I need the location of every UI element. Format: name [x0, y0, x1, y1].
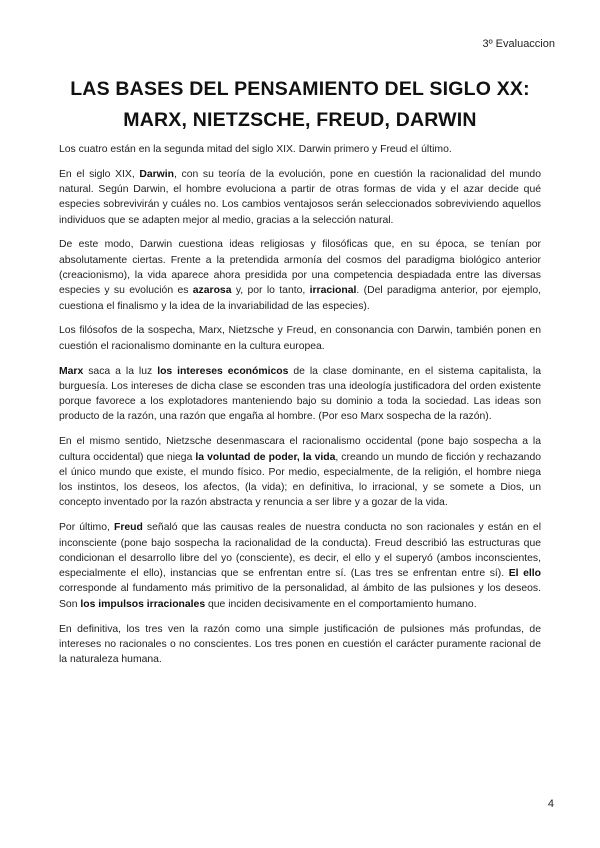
paragraph-2: En el siglo XIX, Darwin, con su teoría de la evolución, pone en cuestión la racionalidad del mundo natural. Según Darwin, el hombre evoluciona a partir de otras formas de vida y el azar decide qué especies sobrevivirán y cuáles no. Los cambios ventajosos serán seleccionados sobreviviendo aquellos individuos que se adapten mejor al medio, gracias a la selección natural.	[59, 168, 541, 226]
term-freud: Freud	[113, 522, 143, 534]
page-title	[40, 74, 560, 136]
paragraph-5: Marx saca a la luz los intereses económicos de la clase dominante, en el sistema capitalista, la burguesía. Los intereses de dicha clase se esconden tras una ideología justificadora del orden existente porque favorece a los explotadores manteniendo bajo su dominio a toda la sociedad. Las ideas son producto de la razón, una razón que engaña al hombre. (Por eso Marx sospecha de la razón).	[59, 365, 542, 423]
title-line-2: MARX, NIETZSCHE, FREUD, DARWIN	[123, 109, 477, 131]
term-el-ello: El ello	[508, 568, 542, 580]
term-voluntad-de-poder: la voluntad de poder, la vida	[195, 451, 336, 463]
document-body	[59, 142, 541, 677]
paragraph-8: En definitiva, los tres ven la razón como una simple justificación de pulsiones más profundas, de intereses no racionales o no conscientes. Los tres ponen en cuestión el carácter puramente racional de la naturaleza humana.	[59, 623, 541, 666]
page-header: 3º Evaluaccion	[482, 38, 555, 50]
paragraph-4: Los filósofos de la sospecha, Marx, Nietzsche y Freud, en consonancia con Darwin, también ponen en cuestión el racionalismo dominante en la cultura europea.	[59, 325, 541, 352]
page-number: 4	[547, 798, 554, 810]
paragraph-1: Los cuatro están en la segunda mitad del siglo XIX. Darwin primero y Freud el último.	[59, 144, 452, 155]
term-intereses-economicos: los intereses económicos	[157, 365, 289, 377]
term-azarosa: azarosa	[192, 285, 232, 297]
term-marx: Marx	[59, 365, 84, 377]
term-darwin: Darwin	[139, 168, 174, 180]
title-line-1: LAS BASES DEL PENSAMIENTO DEL SIGLO XX:	[70, 78, 530, 100]
term-irracional: irracional	[309, 285, 357, 297]
paragraph-6: En el mismo sentido, Nietzsche desenmascara el racionalismo occidental (pone bajo sospecha a la cultura occidental) que niega la voluntad de poder, la vida, creando un mundo de ficción y rechazando el único mundo que existe, el mundo físico. Por medio, especialmente, de la religión, el hombre niega los instintos, los deseos, los afectos, (la vida); en definitiva, lo irracional, y se somete a Dios, un concepto inventado por la razón abstracta y renuncia a ser libre y a gozar de la vida.	[59, 436, 541, 509]
paragraph-7: Por último, Freud señaló que las causas reales de nuestra conducta no son racionales y están en el inconsciente (pone bajo sospecha la racionalidad de la conducta). Freud describió las estructuras que condicionan el desarrollo libre del yo (consciente), es decir, el ello y el superyó (ambos inconscientes, especialmente el ello), instancias que se enfrentan entre sí. (Las tres se enfrentan entre sí). El ello corresponde al fundamento más primitivo de la personalidad, al ámbito de las pulsiones y los deseos. Son los impulsos irracionales que inciden decisivamente en el comportamiento humano.	[59, 522, 542, 610]
paragraph-3: De este modo, Darwin cuestiona ideas religiosas y filosóficas que, en su época, se tenían por absolutamente ciertas. Frente a la pretendida armonía del cosmos del paradigma biológico anterior (creacionismo), la vida aparece ahora presidida por una competencia despiadada entre las diversas especies y su evolución es azarosa y, por lo tanto, irracional. (Del paradigma anterior, por ejemplo, cuestiona el finalismo y la idea de la invariabilidad de las especies).	[59, 239, 541, 312]
term-impulsos-irracionales: los impulsos irracionales	[80, 598, 206, 610]
